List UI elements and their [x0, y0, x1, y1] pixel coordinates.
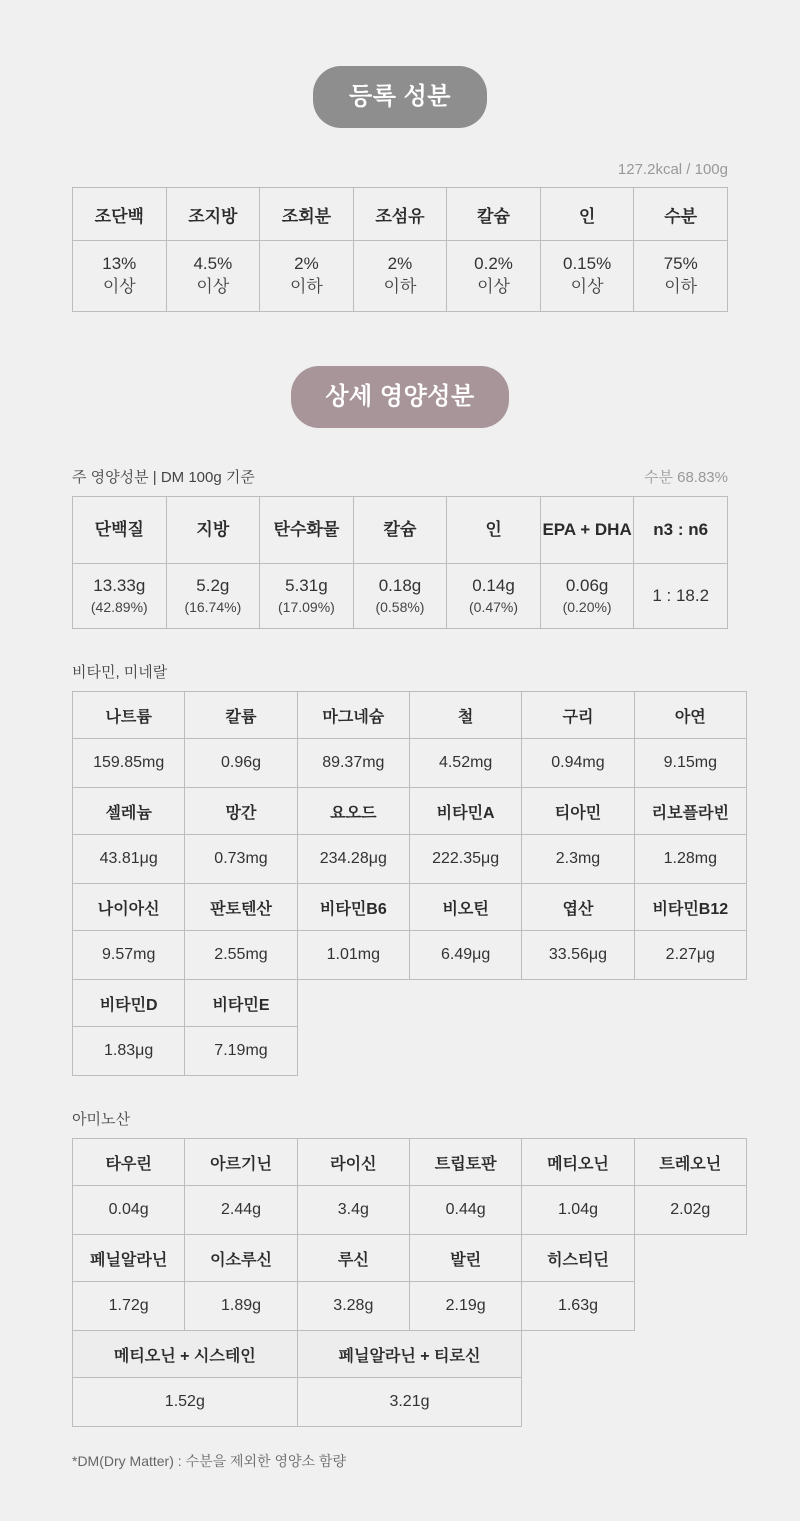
- registered-value-cell: [166, 241, 260, 312]
- vm-header-cell: 구리: [522, 692, 634, 739]
- amino-header-cell: 루신: [297, 1235, 409, 1282]
- vm-header-cell: 셀레늄: [73, 788, 185, 835]
- registered-value: 2%: [294, 254, 319, 274]
- amino-value-cell: 2.44g: [185, 1186, 297, 1235]
- amino-header-cell: 히스티딘: [522, 1235, 634, 1282]
- registered-value-cell: [447, 241, 541, 312]
- empty-cell: [297, 1027, 409, 1076]
- vm-value-cell: 2.55mg: [185, 931, 297, 980]
- main-header-cell: 탄수화물: [260, 497, 354, 564]
- empty-cell: [522, 980, 634, 1027]
- table-row: [73, 1378, 747, 1427]
- registered-qualifier: 이하: [664, 277, 698, 296]
- vitamins-minerals-table: [72, 691, 747, 1076]
- table-row: [73, 241, 728, 312]
- amino-header-cell: 이소루신: [185, 1235, 297, 1282]
- table-row: [73, 739, 747, 788]
- main-percent: (17.09%): [278, 599, 335, 616]
- table-row: [73, 1027, 747, 1076]
- registered-value: 4.5%: [193, 254, 233, 274]
- vm-header-cell: 비타민E: [185, 980, 297, 1027]
- empty-cell: [297, 980, 409, 1027]
- empty-cell: [409, 1027, 521, 1076]
- main-header-cell: 인: [447, 497, 541, 564]
- empty-cell: [634, 1378, 746, 1427]
- amino-value-cell: 0.04g: [73, 1186, 185, 1235]
- registered-value-cell: [353, 241, 447, 312]
- table-row: [73, 931, 747, 980]
- registered-value: 0.2%: [474, 254, 513, 274]
- empty-cell: [634, 1235, 746, 1282]
- main-value-cell: [166, 564, 260, 629]
- main-percent: (0.20%): [562, 599, 612, 616]
- vm-header-cell: 망간: [185, 788, 297, 835]
- amino-value-cell: 3.28g: [297, 1282, 409, 1331]
- main-nutrition-table: [72, 496, 728, 629]
- amino-value-cell: 1.63g: [522, 1282, 634, 1331]
- vm-header-cell: 마그네슘: [297, 692, 409, 739]
- amino-value-cell: 3.4g: [297, 1186, 409, 1235]
- registered-ingredients-table: [72, 187, 728, 312]
- vm-value-cell: 0.96g: [185, 739, 297, 788]
- registered-header-cell: 조단백: [73, 188, 167, 241]
- registered-qualifier: 이하: [289, 277, 323, 296]
- registered-header-cell: 조지방: [166, 188, 260, 241]
- amino-header-cell: 발린: [409, 1235, 521, 1282]
- registered-header-cell: 조회분: [260, 188, 354, 241]
- registered-qualifier: 이상: [196, 277, 230, 296]
- amino-header-cell: 트립토판: [409, 1139, 521, 1186]
- vm-header-cell: 비타민B12: [634, 884, 746, 931]
- main-header-cell: 단백질: [73, 497, 167, 564]
- vm-value-cell: 89.37mg: [297, 739, 409, 788]
- amino-value-cell: 2.02g: [634, 1186, 746, 1235]
- table-row: [73, 1235, 747, 1282]
- empty-cell: [634, 1331, 746, 1378]
- vm-value-cell: 0.94mg: [522, 739, 634, 788]
- amino-value-cell: 1.04g: [522, 1186, 634, 1235]
- table-row: [73, 980, 747, 1027]
- empty-cell: [634, 980, 746, 1027]
- registered-header-cell: 조섬유: [353, 188, 447, 241]
- vm-value-cell: 1.28mg: [634, 835, 746, 884]
- registered-header-cell: 수분: [634, 188, 728, 241]
- amino-acids-table: [72, 1138, 747, 1427]
- main-header-cell: n3 : n6: [634, 497, 728, 564]
- footnote: *DM(Dry Matter) : 수분을 제외한 영양소 함량: [72, 1453, 346, 1469]
- main-percent: (16.74%): [184, 599, 242, 616]
- main-nutrition-label-row: [72, 466, 728, 487]
- main-value: 5.31g: [285, 576, 328, 596]
- amino-value-cell: 2.19g: [409, 1282, 521, 1331]
- detailed-heading: 상세 영양성분: [291, 366, 508, 428]
- moisture-note: 수분 68.83%: [643, 469, 728, 486]
- main-header-cell: 칼슘: [353, 497, 447, 564]
- main-value: 13.33g: [93, 576, 146, 596]
- registered-heading: 등록 성분: [313, 66, 487, 128]
- main-percent: (0.58%): [375, 599, 425, 616]
- vm-value-cell: 9.57mg: [73, 931, 185, 980]
- main-value-cell: [260, 564, 354, 629]
- main-value-cell: [634, 564, 728, 629]
- vm-value-cell: 7.19mg: [185, 1027, 297, 1076]
- table-row: [73, 188, 728, 241]
- amino-header-cell: 트레오닌: [634, 1139, 746, 1186]
- registered-value: 0.15%: [562, 254, 612, 274]
- table-row: [73, 1139, 747, 1186]
- vm-value-cell: 2.3mg: [522, 835, 634, 884]
- main-header-cell: 지방: [166, 497, 260, 564]
- vitamins-label: 비타민, 미네랄: [72, 664, 168, 681]
- main-value: 0.18g: [378, 576, 422, 596]
- vm-header-cell: 티아민: [522, 788, 634, 835]
- vm-header-cell: 비타민A: [409, 788, 521, 835]
- table-row: [73, 692, 747, 739]
- kcal-note: 127.2kcal / 100g: [617, 161, 728, 178]
- amino-value-cell: 1.72g: [73, 1282, 185, 1331]
- registered-heading-row: [72, 0, 728, 128]
- registered-qualifier: 이상: [570, 277, 604, 296]
- empty-cell: [634, 1282, 746, 1331]
- vm-header-cell: 아연: [634, 692, 746, 739]
- vm-header-cell: 나트륨: [73, 692, 185, 739]
- vm-value-cell: 33.56μg: [522, 931, 634, 980]
- empty-cell: [522, 1331, 634, 1378]
- main-value: 5.2g: [196, 576, 230, 596]
- amino-header-cell: 라이신: [297, 1139, 409, 1186]
- registered-qualifier: 이하: [383, 277, 417, 296]
- main-percent: (0.47%): [469, 599, 519, 616]
- registered-value: 75%: [663, 254, 698, 274]
- table-row: [73, 835, 747, 884]
- table-row: [73, 788, 747, 835]
- amino-value-cell: 1.89g: [185, 1282, 297, 1331]
- registered-value: 2%: [387, 254, 413, 274]
- registered-header-cell: 인: [540, 188, 634, 241]
- vm-header-cell: 리보플라빈: [634, 788, 746, 835]
- vm-value-cell: 9.15mg: [634, 739, 746, 788]
- empty-cell: [522, 1378, 634, 1427]
- registered-header-cell: 칼슘: [447, 188, 541, 241]
- table-row: [73, 497, 728, 564]
- vm-value-cell: 4.52mg: [409, 739, 521, 788]
- main-nutrition-label: 주 영양성분 | DM 100g 기준: [72, 469, 255, 486]
- table-row: [73, 1282, 747, 1331]
- vm-header-cell: 철: [409, 692, 521, 739]
- main-percent: (42.89%): [90, 599, 148, 616]
- vm-header-cell: 판토텐산: [185, 884, 297, 931]
- empty-cell: [634, 1027, 746, 1076]
- vm-header-cell: 나이아신: [73, 884, 185, 931]
- vm-value-cell: 159.85mg: [73, 739, 185, 788]
- vm-value-cell: 1.83μg: [73, 1027, 185, 1076]
- registered-value-cell: [634, 241, 728, 312]
- main-value-cell: [353, 564, 447, 629]
- vm-header-cell: 비타민D: [73, 980, 185, 1027]
- vm-value-cell: 222.35μg: [409, 835, 521, 884]
- main-header-cell: EPA + DHA: [540, 497, 634, 564]
- registered-qualifier: 이상: [477, 277, 510, 296]
- vm-value-cell: 43.81μg: [73, 835, 185, 884]
- vm-header-cell: 칼륨: [185, 692, 297, 739]
- registered-value: 13%: [102, 254, 137, 274]
- table-row: [73, 884, 747, 931]
- vm-header-cell: 엽산: [522, 884, 634, 931]
- registered-value-cell: [540, 241, 634, 312]
- registered-qualifier: 이상: [102, 277, 136, 296]
- amino-combo-header-cell: 페닐알라닌 + 티로신: [297, 1331, 522, 1378]
- amino-header-cell: 페닐알라닌: [73, 1235, 185, 1282]
- detailed-heading-row: [72, 312, 728, 428]
- table-row: [73, 1331, 747, 1378]
- vm-header-cell: 비타민B6: [297, 884, 409, 931]
- main-value-cell: [540, 564, 634, 629]
- vm-header-cell: 비오틴: [409, 884, 521, 931]
- amino-combo-value-cell: 1.52g: [73, 1378, 298, 1427]
- empty-cell: [522, 1027, 634, 1076]
- amino-header-cell: 아르기닌: [185, 1139, 297, 1186]
- main-value-cell: [73, 564, 167, 629]
- vm-value-cell: 6.49μg: [409, 931, 521, 980]
- vm-value-cell: 2.27μg: [634, 931, 746, 980]
- main-value: 0.06g: [565, 576, 609, 596]
- amino-combo-value-cell: 3.21g: [297, 1378, 522, 1427]
- vm-value-cell: 1.01mg: [297, 931, 409, 980]
- amino-label: 아미노산: [72, 1111, 130, 1128]
- registered-value-cell: [73, 241, 167, 312]
- amino-header-cell: 메티오닌: [522, 1139, 634, 1186]
- empty-cell: [409, 980, 521, 1027]
- amino-combo-header-cell: 메티오닌 + 시스테인: [73, 1331, 298, 1378]
- main-value: 0.14g: [472, 576, 515, 596]
- amino-value-cell: 0.44g: [409, 1186, 521, 1235]
- vm-value-cell: 234.28μg: [297, 835, 409, 884]
- main-value: 1 : 18.2: [652, 585, 710, 605]
- main-value-cell: [447, 564, 541, 629]
- table-row: [73, 564, 728, 629]
- registered-value-cell: [260, 241, 354, 312]
- vm-value-cell: 0.73mg: [185, 835, 297, 884]
- amino-header-cell: 타우린: [73, 1139, 185, 1186]
- vm-header-cell: 요오드: [297, 788, 409, 835]
- table-row: [73, 1186, 747, 1235]
